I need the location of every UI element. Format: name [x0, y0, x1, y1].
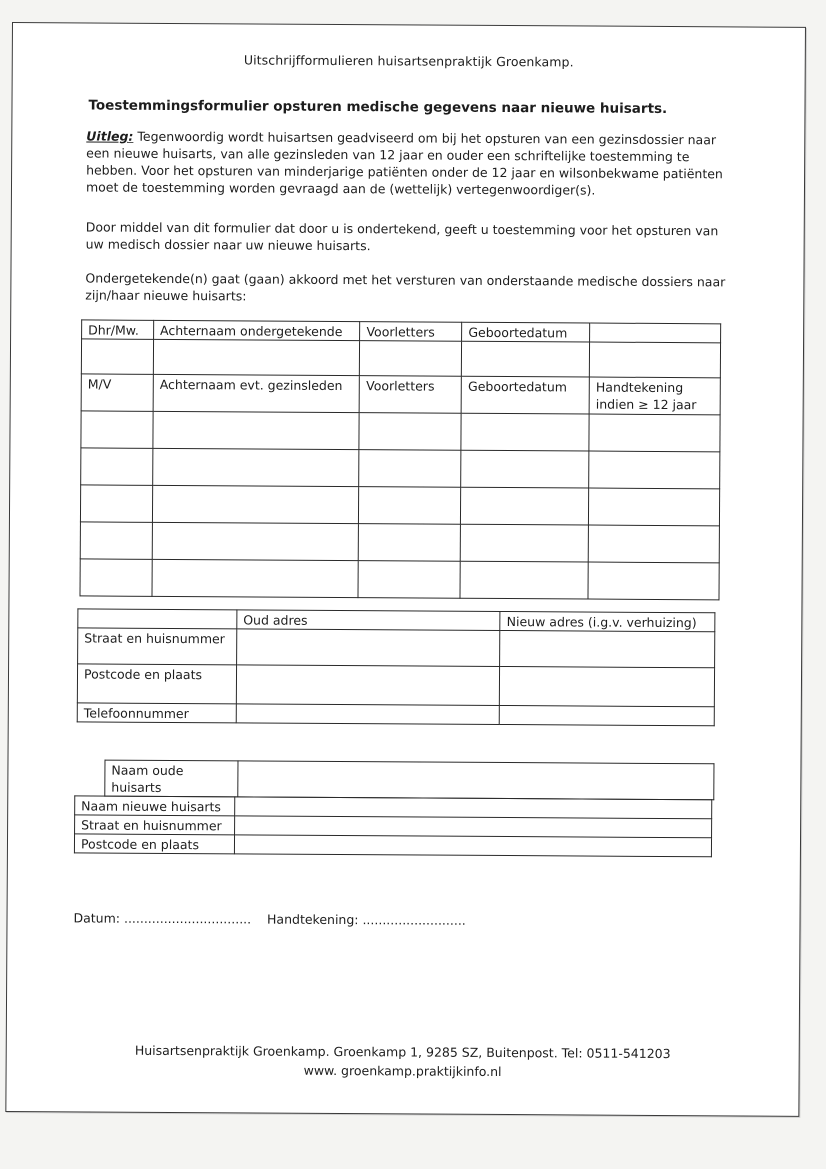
input-cell[interactable]	[80, 559, 152, 596]
input-cell[interactable]	[81, 448, 153, 485]
input-cell[interactable]	[588, 562, 719, 600]
input-cell[interactable]	[152, 485, 359, 523]
table-row	[81, 448, 720, 489]
header-cell: Handtekening indien ≥ 12 jaar	[589, 377, 720, 415]
address-table	[77, 608, 716, 726]
input-cell[interactable]	[236, 629, 500, 667]
input-cell[interactable]	[152, 522, 359, 560]
input-cell[interactable]	[359, 413, 461, 451]
input-cell[interactable]	[236, 665, 500, 706]
row-label: Postcode en plaats	[74, 834, 234, 854]
table-row	[81, 374, 720, 415]
footer-address: Huisartsenpraktijk Groenkamp. Groenkamp 1, 9285 SZ, Buitenpost. Tel: 0511-541203	[134, 1042, 671, 1062]
input-cell[interactable]	[359, 487, 461, 525]
header-cell	[590, 323, 721, 343]
header-cell: Voorletters	[360, 322, 462, 342]
input-cell[interactable]	[81, 339, 153, 374]
table-row	[80, 522, 719, 563]
input-cell[interactable]	[462, 341, 590, 377]
input-cell[interactable]	[234, 835, 711, 857]
input-cell[interactable]	[500, 630, 715, 667]
input-cell[interactable]	[153, 448, 360, 486]
date-field[interactable]: Datum: ................................	[73, 910, 252, 927]
table-row	[81, 339, 720, 378]
header-cell: Geboortedatum	[462, 322, 590, 342]
row-label: Naam nieuwe huisarts	[75, 796, 235, 816]
header-cell: Achternaam evt. gezinsleden	[153, 374, 360, 412]
input-cell[interactable]	[81, 411, 153, 448]
input-cell[interactable]	[359, 524, 461, 562]
input-cell[interactable]	[500, 666, 715, 706]
new-gp-table	[74, 795, 712, 857]
old-gp-table	[104, 760, 714, 801]
input-cell[interactable]	[589, 488, 720, 526]
table-row	[74, 834, 711, 857]
input-cell[interactable]	[461, 487, 589, 525]
table-row	[81, 411, 720, 452]
input-cell[interactable]	[80, 485, 152, 522]
signature-line	[73, 910, 465, 927]
table-row	[77, 664, 714, 707]
header-cell	[78, 609, 237, 629]
form-page	[5, 22, 806, 1117]
signature-field[interactable]: Handtekening: ..........................	[267, 911, 466, 928]
footer	[7, 1040, 799, 1083]
input-cell[interactable]	[589, 414, 720, 452]
agreement-paragraph: Ondergetekende(n) gaat (gaan) akkoord met het versturen van onderstaande medische dossiers naar zijn/haar nieuwe huisarts:	[85, 270, 726, 304]
form-title: Toestemmingsformulier opsturen medische gegevens naar nieuwe huisarts.	[88, 97, 668, 118]
table-row	[78, 628, 715, 668]
table-row	[80, 485, 719, 526]
header-cell-new-address: Nieuw adres (i.g.v. verhuizing)	[500, 611, 715, 631]
row-label: Postcode en plaats	[77, 664, 236, 704]
input-cell[interactable]	[461, 413, 589, 451]
input-cell[interactable]	[153, 339, 360, 375]
header-cell: Achternaam ondergetekende	[154, 320, 361, 340]
header-cell-old-address: Oud adres	[237, 610, 501, 631]
row-label: Naam oude huisarts	[105, 760, 238, 797]
table-row	[77, 703, 714, 726]
input-cell[interactable]	[360, 341, 462, 377]
header-cell: Voorletters	[359, 376, 461, 414]
page-header: Uitschrijfformulieren huisartsenpraktijk Groenkamp.	[243, 52, 574, 70]
input-cell[interactable]	[238, 761, 714, 800]
header-cell: Geboortedatum	[461, 376, 589, 414]
input-cell[interactable]	[589, 342, 720, 378]
table-row	[80, 559, 719, 600]
row-label: Straat en huisnummer	[78, 628, 237, 665]
input-cell[interactable]	[460, 524, 588, 562]
input-cell[interactable]	[500, 705, 715, 725]
input-cell[interactable]	[236, 704, 500, 725]
intro-paragraph	[86, 127, 736, 199]
input-cell[interactable]	[461, 450, 589, 488]
persons-table	[79, 319, 721, 600]
input-cell[interactable]	[358, 561, 460, 599]
row-label: Straat en huisnummer	[75, 815, 235, 835]
table-row	[105, 760, 714, 800]
intro-lead: Uitleg:	[86, 128, 134, 144]
header-cell: Dhr/Mw.	[82, 320, 154, 339]
footer-website: www. groenkamp.praktijkinfo.nl	[303, 1062, 502, 1080]
consent-paragraph: Door middel van dit formulier dat door u is ondertekend, geeft u toestemming voor het opsturen van uw medisch dossier naar uw nieuwe huisarts.	[85, 219, 719, 254]
input-cell[interactable]	[80, 522, 152, 559]
header-cell: M/V	[81, 374, 153, 411]
intro-text: Tegenwoordig wordt huisartsen geadviseerd om bij het opsturen van een gezinsdossier naar een nieuwe huisarts, van alle gezinsleden van 12 jaar en ouder een schriftelijke toestemming te hebben. Voor het opsturen van minderjarige patiënten onder de 12 jaar en wilsonbekwame patiënten moet de toestemming worden gevraagd aan de (wettelijk) vertegenwoordiger(s).	[85, 128, 723, 198]
input-cell[interactable]	[589, 451, 720, 489]
input-cell[interactable]	[460, 561, 588, 599]
input-cell[interactable]	[359, 450, 461, 488]
input-cell[interactable]	[152, 559, 359, 597]
input-cell[interactable]	[153, 411, 360, 449]
row-label: Telefoonnummer	[77, 703, 236, 723]
input-cell[interactable]	[588, 525, 719, 563]
